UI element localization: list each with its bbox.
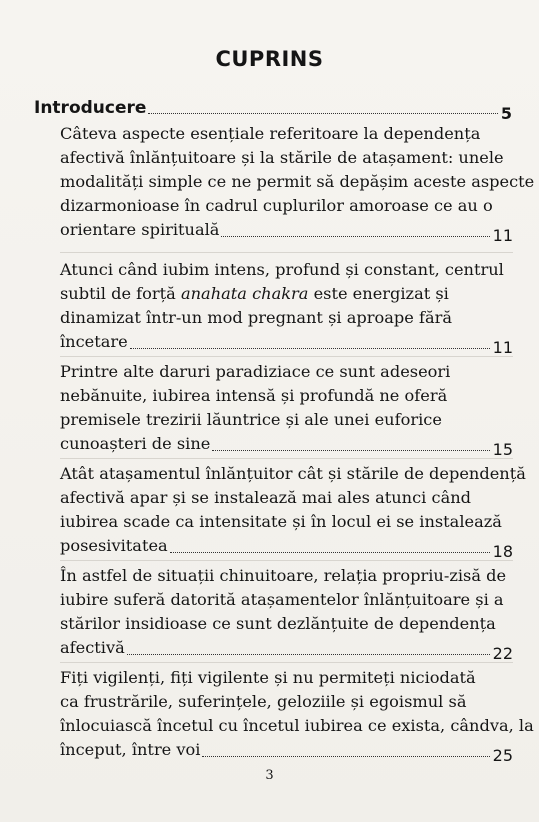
toc-entry-label: Introducere [34, 98, 147, 118]
toc-entry-text: dinamizat într-un mod pregnant și aproape fără [60, 308, 452, 327]
toc-entry-text: afectivă înlănțuitoare și la stările de atașament: unele [60, 148, 504, 167]
toc-entry-introducere[interactable] [34, 97, 512, 123]
toc-page-number: 25 [492, 746, 513, 765]
toc-entry-text: iubirea scade ca intensitate și în locul ei se instalează [60, 512, 502, 531]
toc-entry-text: În astfel de situații chinuitoare, relația propriu-zisă de [60, 566, 507, 585]
entry-divider [60, 356, 513, 357]
toc-entry-text: Fiți vigilenți, fiți vigilente și nu permiteți niciodată [60, 668, 476, 687]
toc-entry-text: început, între voi [60, 740, 201, 759]
entry-divider [60, 662, 513, 663]
dot-leader [170, 551, 490, 553]
dot-leader [130, 347, 490, 349]
dot-leader [212, 449, 489, 451]
toc-page-number: 11 [492, 338, 513, 357]
toc-entry-2[interactable] [60, 258, 513, 357]
toc-page-number: 11 [492, 226, 513, 245]
page-title: CUPRINS [215, 47, 324, 71]
toc-entry-text: dizarmonioase în cadrul cuplurilor amoroase ce au o [60, 196, 493, 215]
toc-page-number: 18 [492, 542, 513, 561]
toc-entry-1[interactable] [60, 122, 535, 245]
page-number-footer: 3 [265, 768, 274, 783]
toc-entry-text [60, 282, 513, 306]
toc-page-number: 5 [500, 104, 512, 123]
toc-entry-text: cunoașteri de sine [60, 434, 211, 453]
toc-entry-text: Câteva aspecte esențiale referitoare la dependența [60, 124, 481, 143]
toc-entry-3[interactable] [60, 360, 513, 459]
dot-leader [202, 755, 489, 757]
entry-divider [60, 458, 513, 459]
toc-entry-text: Printre alte daruri paradiziace ce sunt adeseori [60, 362, 451, 381]
toc-entry-text: afectivă [60, 638, 125, 657]
toc-entry-text: nebănuite, iubirea intensă și profundă ne oferă [60, 386, 448, 405]
toc-entry-4[interactable] [60, 462, 526, 561]
toc-entry-text: stărilor insidioase ce sunt dezlănțuite de dependența [60, 614, 496, 633]
dot-leader [221, 235, 489, 237]
toc-entry-text: afectivă apar și se instalează mai ales atunci când [60, 488, 472, 507]
toc-entry-text: posesivitatea [60, 536, 168, 555]
toc-entry-text: iubire suferă datorită atașamentelor înlănțuitoare și a [60, 590, 504, 609]
toc-entry-text: modalități simple ce ne permit să depășim aceste aspecte [60, 172, 535, 191]
dot-leader [148, 112, 497, 114]
entry-divider [60, 252, 513, 253]
toc-entry-5[interactable] [60, 564, 513, 663]
toc-entry-text: ca frustrările, suferințele, geloziile și egoismul să [60, 692, 467, 711]
dot-leader [127, 653, 490, 655]
toc-entry-text-part: subtil de forță [60, 284, 181, 303]
entry-divider [60, 560, 513, 561]
toc-entry-text: înlocuiască încetul cu încetul iubirea ce exista, cândva, la [60, 716, 534, 735]
toc-entry-text: orientare spirituală [60, 220, 220, 239]
toc-entry-text: încetare [60, 332, 128, 351]
toc-page-number: 22 [492, 644, 513, 663]
toc-entry-text-part: este energizat și [308, 284, 449, 303]
toc-entry-6[interactable] [60, 666, 534, 765]
toc-entry-text: Atât atașamentul înlănțuitor cât și stările de dependență [60, 464, 526, 483]
toc-page-number: 15 [492, 440, 513, 459]
toc-entry-text: premisele trezirii lăuntrice și ale unei euforice [60, 410, 442, 429]
toc-entry-text: Atunci când iubim intens, profund și constant, centrul [60, 260, 504, 279]
toc-entry-emphasis: anahata chakra [180, 284, 309, 303]
